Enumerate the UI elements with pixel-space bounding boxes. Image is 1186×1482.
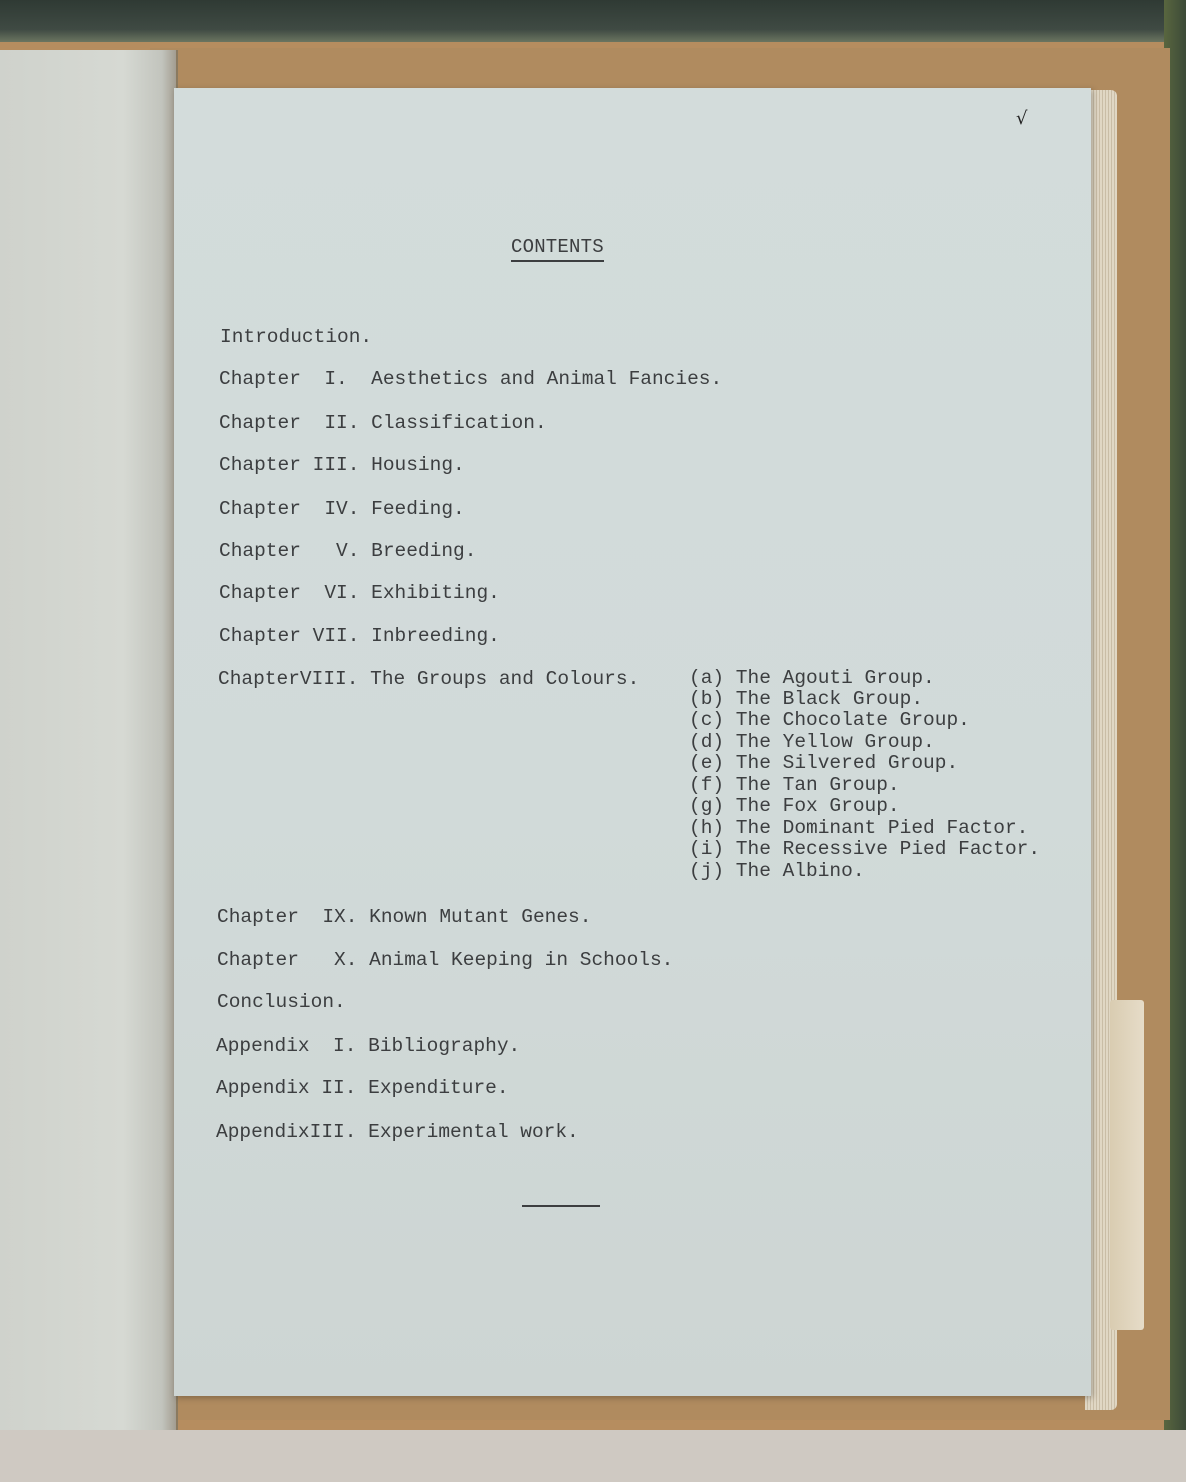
cover-cloth-top xyxy=(0,0,1186,42)
subentry-h: (h) The Dominant Pied Factor. xyxy=(689,817,1029,839)
entry-chapter-2: Chapter II. Classification. xyxy=(219,412,547,434)
subentry-a: (a) The Agouti Group. xyxy=(689,667,935,689)
entry-chapter-6: Chapter VI. Exhibiting. xyxy=(219,582,500,604)
entry-introduction: Introduction. xyxy=(220,326,373,348)
loose-paper-edge xyxy=(1110,1000,1144,1330)
subentry-j: (j) The Albino. xyxy=(689,860,865,882)
background-surface xyxy=(0,1430,1186,1482)
subentry-d: (d) The Yellow Group. xyxy=(689,731,935,753)
entry-chapter-8: ChapterVIII. The Groups and Colours. xyxy=(218,668,640,690)
page-title: CONTENTS xyxy=(511,236,604,262)
entry-chapter-3: Chapter III. Housing. xyxy=(219,454,465,476)
subentry-e: (e) The Silvered Group. xyxy=(689,752,959,774)
entry-chapter-9: Chapter IX. Known Mutant Genes. xyxy=(217,906,592,928)
left-facing-page xyxy=(0,50,178,1440)
subentry-b: (b) The Black Group. xyxy=(689,688,924,710)
entry-chapter-10: Chapter X. Animal Keeping in Schools. xyxy=(217,949,674,971)
subentry-f: (f) The Tan Group. xyxy=(689,774,900,796)
entry-appendix-1: Appendix I. Bibliography. xyxy=(216,1035,521,1057)
contents-page xyxy=(174,88,1091,1396)
entry-appendix-2: Appendix II. Expenditure. xyxy=(216,1077,509,1099)
entry-appendix-3: AppendixIII. Experimental work. xyxy=(216,1121,579,1143)
subentry-i: (i) The Recessive Pied Factor. xyxy=(689,838,1041,860)
closing-rule xyxy=(522,1205,600,1207)
entry-chapter-1: Chapter I. Aesthetics and Animal Fancies. xyxy=(219,368,723,390)
entry-chapter-7: Chapter VII. Inbreeding. xyxy=(219,625,500,647)
entry-conclusion: Conclusion. xyxy=(217,991,346,1013)
entry-chapter-5: Chapter V. Breeding. xyxy=(219,540,477,562)
entry-chapter-4: Chapter IV. Feeding. xyxy=(219,498,465,520)
subentry-g: (g) The Fox Group. xyxy=(689,795,900,817)
check-mark: √ xyxy=(1016,108,1028,129)
subentry-c: (c) The Chocolate Group. xyxy=(689,709,970,731)
